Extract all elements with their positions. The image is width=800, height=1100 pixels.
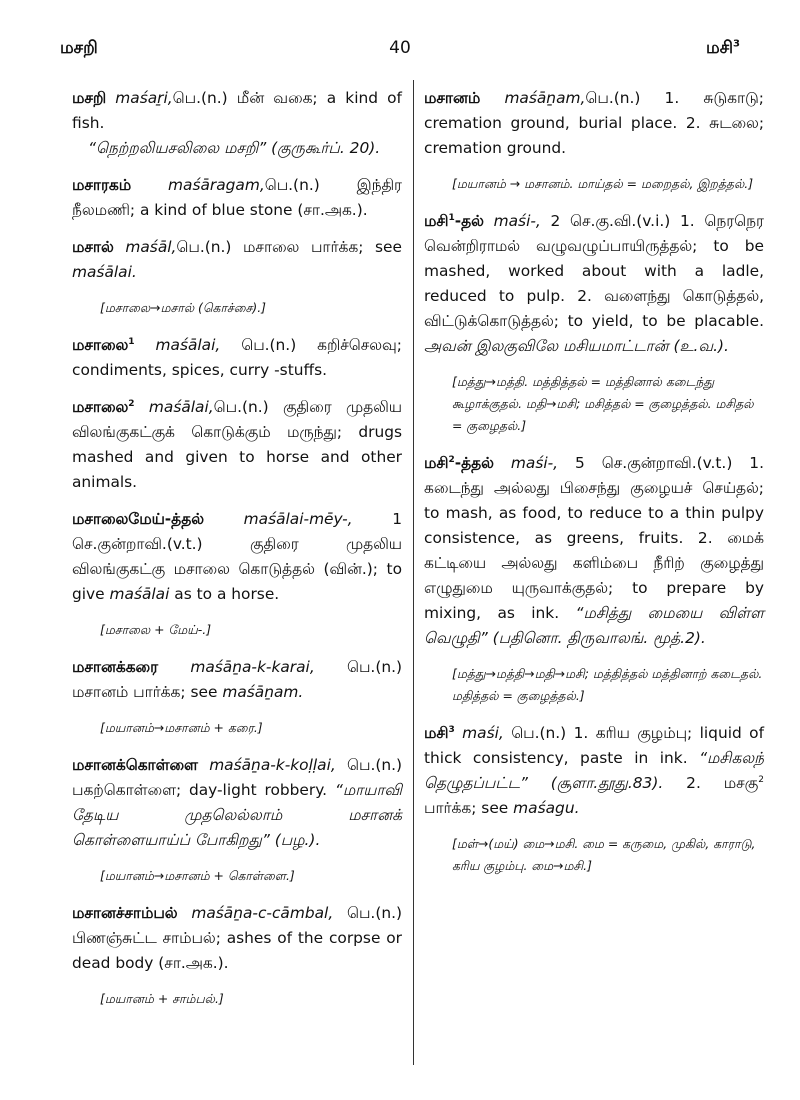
etymology: [மசாலை + மேய்-.] — [100, 622, 212, 637]
headword-text: மசி — [424, 454, 449, 472]
headword-text: மசி — [424, 212, 449, 230]
header-right-word: மசி — [706, 38, 734, 58]
definition: 1. கரிய குழம்பு; liquid of thick consistency, paste in ink. — [424, 724, 764, 767]
definition: 1. நெரநெர வென்றிராமல் வழுவழுப்பாயிருத்தல்; to be mashed, worked about with a ladle, reduced to pulp. 2. வளைந்து கொடுத்தல், விட்டுக்கொடுத்தல்; to yield, to be placable. — [424, 212, 764, 330]
dictionary-entry — [424, 86, 764, 161]
grammar-label: பெ.(n.) — [511, 724, 567, 742]
left-column — [72, 86, 402, 1024]
dictionary-entry — [72, 507, 402, 607]
headword-text: மசி — [424, 724, 449, 742]
etymology: [மயானம் + சாம்பல்.] — [100, 991, 224, 1006]
dictionary-entry — [424, 721, 764, 821]
homonym-number: 1 — [128, 336, 135, 347]
quotation: அவன் இலகுவிலே மசியமாட்டான் (உ.வ.). — [424, 337, 729, 355]
cross-reference: maśāṉam. — [222, 683, 304, 701]
definition: மசானம் பார்க்க; see — [72, 683, 218, 701]
transliteration: maśālai, — [148, 398, 214, 416]
definition: குதிரை முதலிய விலங்குகட்குக் கொடுக்கும் மருந்து; drugs mashed and given to horse and other animals. — [72, 398, 402, 491]
headword: மசானக்கொள்ளை — [72, 756, 198, 774]
dictionary-entry — [72, 235, 402, 285]
cross-reference: maśālai. — [72, 263, 137, 281]
column-divider — [413, 80, 414, 1065]
headword-suffix: -தல் — [454, 212, 484, 230]
headword — [72, 336, 135, 354]
headword: மசாலைமேய்-த்தல் — [72, 510, 205, 528]
definition-sense-2: 2. மசகு — [686, 774, 759, 792]
headword: மசால் — [72, 238, 114, 256]
dictionary-entry — [424, 451, 764, 651]
etymology: [மயானம் → மசானம். மாய்தல் = மறைதல், இறத்தல்.] — [452, 176, 754, 191]
grammar-label: பெ.(n.) — [347, 904, 402, 922]
cross-reference: maśālai — [109, 585, 170, 603]
grammar-label: பெ.(n.) — [172, 89, 228, 107]
homonym-number: 2 — [448, 454, 455, 465]
transliteration: maśi-, — [493, 212, 541, 230]
grammar-label: பெ.(n.) — [241, 336, 297, 354]
definition-tail: as to a horse. — [174, 585, 280, 603]
header-right-sup: 3 — [733, 38, 740, 50]
grammar-label: 1 செ.குன்றாவி.(v.t.) — [72, 510, 402, 553]
headword — [424, 724, 455, 742]
definition: கறிச்செலவு; condiments, spices, curry -stuffs. — [72, 336, 402, 379]
dictionary-entry — [72, 86, 402, 161]
grammar-label: பெ.(n.) — [585, 89, 641, 107]
transliteration: maśāṉam, — [504, 89, 586, 107]
quotation: “மாயாவி தேடிய முதலெல்லாம் மசானக் கொள்ளையாய்ப் போகிறது” (பழ.). — [72, 781, 402, 849]
headword: மசறி — [72, 89, 107, 107]
definition: மீன் வகை; a kind of fish. — [72, 89, 402, 132]
headword: மசாரகம் — [72, 176, 132, 194]
grammar-label: பெ.(n.) — [347, 658, 402, 676]
etymology: [மள்→(மய்) மை→மசி. மை = கருமை, முகில், காராடு, கரிய குழம்பு. மை→மசி.] — [452, 836, 756, 873]
dictionary-entry — [72, 753, 402, 853]
transliteration: maśāṉa-c-cāmbal, — [191, 904, 334, 922]
headword — [424, 454, 494, 472]
headword-suffix: -த்தல் — [454, 454, 494, 472]
page-number: 40 — [389, 38, 411, 58]
etymology: [மசாலை→மசால் (கொச்சை).] — [100, 300, 266, 315]
grammar-label: பெ.(n.) — [176, 238, 232, 256]
etymology: [மயானம்→மசானம் + கொள்ளை.] — [100, 868, 295, 883]
definition: குதிரை முதலிய விலங்குகட்கு மசாலை கொடுத்தல் (வின்.); to give — [72, 535, 402, 603]
header-left-guideword: மசறி — [60, 38, 98, 58]
transliteration: maśi-, — [510, 454, 559, 472]
definition: 1. கடைந்து அல்லது பிசைந்து குழையச் செய்தல்; to mash, as food, to reduce to a thin pulpy consistence, as greens, fruits. 2. மைக் கட்டியை அல்லது களிம்பை நீரிற் குழைத்து எழுதுமை யுருவாக்குதல்; to prepare by mixing, as ink. — [424, 454, 764, 622]
etymology: [மத்து→மத்தி→மதி→மசி; மத்தித்தல் மத்தினாற் கடைதல். மதித்தல் = குழைத்தல்.] — [452, 666, 763, 703]
headword: மசானக்கரை — [72, 658, 159, 676]
definition: பிணஞ்சுட்ட சாம்பல்; ashes of the corpse or dead body (சா.அக.). — [72, 929, 402, 972]
right-column — [424, 86, 764, 891]
cross-reference: maśagu. — [513, 799, 580, 817]
grammar-label: 5 செ.குன்றாவி.(v.t.) — [575, 454, 733, 472]
transliteration: maśāṉa-k-koḷḷai, — [209, 756, 336, 774]
grammar-label: பெ.(n.) — [347, 756, 402, 774]
transliteration: maśaṟi, — [115, 89, 173, 107]
homonym-number: 3 — [448, 724, 455, 735]
transliteration: maśālai-mēy-, — [243, 510, 353, 528]
headword — [72, 398, 135, 416]
headword-text: மசாலை — [72, 398, 129, 416]
headword — [424, 212, 484, 230]
transliteration: maśi, — [462, 724, 504, 742]
dictionary-entry — [424, 209, 764, 359]
dictionary-entry — [72, 901, 402, 976]
homonym-number: 2 — [128, 398, 135, 409]
headword: மசானச்சாம்பல் — [72, 904, 178, 922]
dictionary-entry — [72, 395, 402, 495]
header-right-guideword — [706, 38, 740, 60]
headword-text: மசாலை — [72, 336, 129, 354]
etymology: [மத்து→மத்தி. மத்தித்தல் = மத்தினால் கடைந்து கூழாக்குதல். மதி→மசி; மசித்தல் = குழைத்தல். மசிதல் = குழைதல்.] — [452, 374, 754, 433]
definition: 1. சுடுகாடு; cremation ground, burial place. 2. சுடலை; cremation ground. — [424, 89, 764, 157]
quotation: “மசிகலந் தெழுதப்பட்ட” (சூளா.தூது.83). — [424, 749, 764, 792]
grammar-label: பெ.(n.) — [264, 176, 320, 194]
definition: மசாலை பார்க்க; see — [243, 238, 402, 256]
grammar-label: பெ.(n.) — [213, 398, 269, 416]
transliteration: maśālai, — [155, 336, 221, 354]
transliteration: maśāṉa-k-karai, — [190, 658, 315, 676]
definition: இந்திர நீலமணி; a kind of blue stone (சா.அக.). — [72, 176, 402, 219]
etymology: [மயானம்→மசானம் + கரை.] — [100, 720, 263, 735]
transliteration: maśāl, — [125, 238, 177, 256]
transliteration: maśāragam, — [168, 176, 265, 194]
quotation: “நெற்றலியசலிலை மசறி” (குருகூர்ப். 20). — [88, 139, 381, 157]
dictionary-entry — [72, 333, 402, 383]
definition-tail: பார்க்க; see — [424, 799, 509, 817]
grammar-label: 2 செ.கு.வி.(v.i.) — [550, 212, 671, 230]
definition: பகற்கொள்ளை; day-light robbery. — [72, 781, 328, 799]
dictionary-entry — [72, 173, 402, 223]
headword: மசானம் — [424, 89, 481, 107]
quotation: “மசித்து மையை விள்ள வெழுதி” (பதினொ. திருவாலங். மூத்.2). — [424, 604, 765, 647]
homonym-number: 1 — [448, 212, 455, 223]
dictionary-entry — [72, 655, 402, 705]
homonym-number: 2 — [758, 774, 764, 785]
